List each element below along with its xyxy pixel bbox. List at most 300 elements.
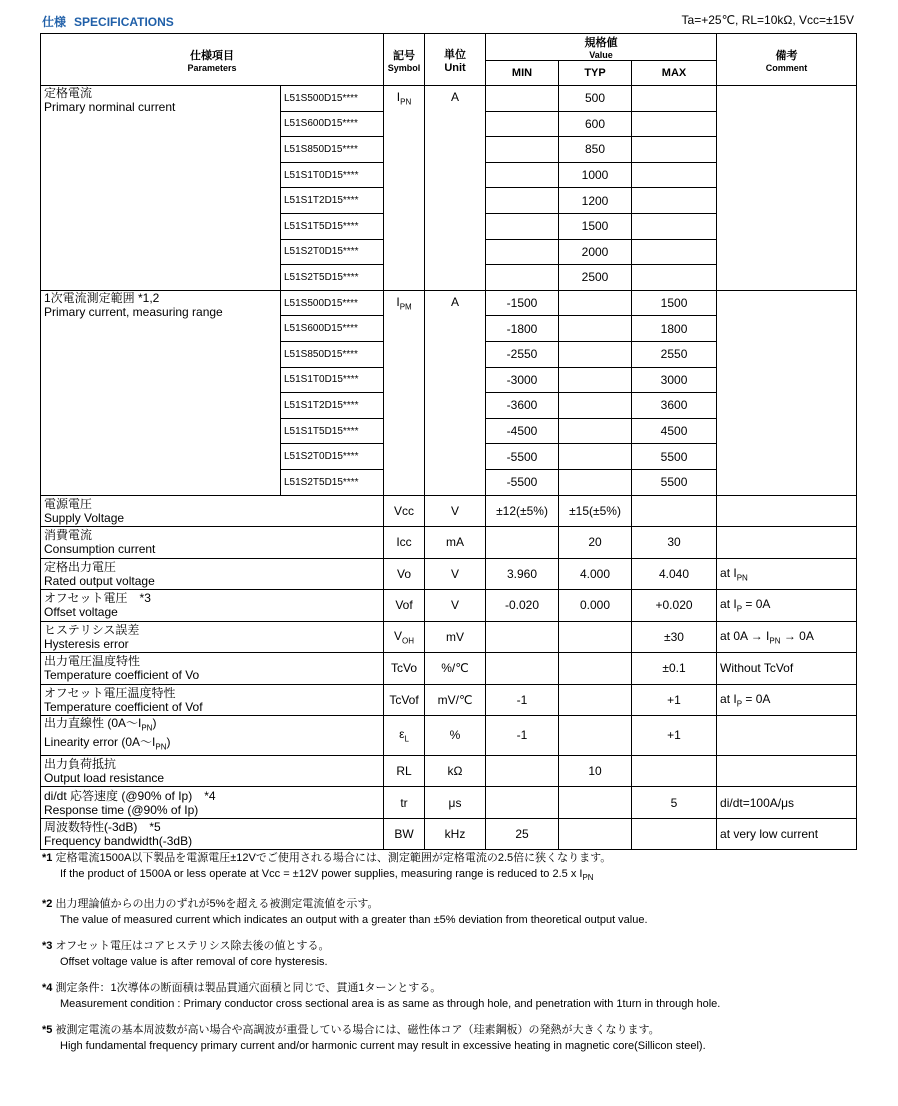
model-cell [281,393,384,419]
footnote-jp-line [42,896,862,912]
value-typ [559,239,632,265]
test-conditions: Ta=+25℃, RL=10kΩ, Vcc=±15V [681,13,854,27]
col-min [486,61,559,86]
footnote-jp-line [42,850,862,866]
rated_current-label-en: Primary norminal current [44,100,176,114]
value-min [486,527,559,559]
param-label [41,590,384,622]
param-en-text: Linearity error (0A～I [44,735,156,750]
value-typ [559,188,632,214]
symbol-value [395,598,412,612]
value-min [486,393,559,419]
param-jp-tail: ) [152,716,157,730]
footnote-jp: オフセット電圧はコアヒステリシス除去後の値とする。 [55,940,330,953]
footnote [42,896,862,928]
param-label [41,621,384,653]
value-max-text: 3000 [660,372,688,387]
col-unit-en: Unit [444,61,466,74]
value-typ-text: 1000 [581,168,609,183]
footnote [42,1022,862,1054]
comment-cell [717,716,857,756]
col-comment-en: Comment [765,62,808,73]
measuring_range-symbol-value-text: I [396,294,400,309]
footnote-en [42,996,862,1012]
value-min-text: -1800 [506,321,538,336]
col-max [632,61,717,86]
model-name: L51S2T0D15**** [284,451,359,463]
symbol-cell [384,558,425,590]
rated_current-symbol-value-text: I [396,90,401,104]
model-name: L51S850D15**** [284,348,358,360]
footnotes [42,850,862,1064]
symbol-value [391,661,417,675]
param-jp: オフセット電圧温度特性 [44,685,176,700]
value-min-text: -3000 [506,372,538,387]
comment-cell [717,527,857,559]
footnote-jp: 被測定電流の基本周波数が高い場合や高調波が重畳している場合には、磁性体コア（珪素鋼板）の発熱が大きくなります。 [55,1024,660,1037]
comment-value [720,796,794,810]
footnote-en-text: High fundamental frequency primary current and/or harmonic current may result in excessive heating in magnetic core(Sillicon steel). [60,1040,706,1053]
param-jp-text: 出力直線性 (0A～I [44,716,142,730]
param-en: Consumption current [44,542,156,557]
col-comment-jp: 備考 [775,49,798,62]
comment-value-sub: P [736,604,743,614]
param-jp-sub: PN [141,723,153,733]
measuring_range-symbol-value [396,294,412,312]
measuring_range-unit [425,290,486,495]
symbol-value-text: Icc [396,535,412,550]
col-param-en: Parameters [187,62,237,73]
model-name: L51S1T2D15**** [284,399,359,411]
value-min [486,716,559,756]
unit-cell [425,527,486,559]
value-max-text: ±0.1 [662,661,686,676]
rated_current-label [41,86,281,291]
value-max [632,162,717,188]
value-max [632,716,717,756]
symbol-value-text: TcVo [391,661,418,676]
value-max [632,418,717,444]
model-name: L51S600D15**** [284,118,358,130]
value-typ [559,316,632,342]
table-row [41,755,857,787]
value-typ [559,213,632,239]
value-max-text: 30 [667,535,681,550]
unit-cell [425,621,486,653]
footnote-en-text: Measurement condition : Primary conductor cross sectional area is as same as through hole, and penetration with 1turn in through hole. [60,998,721,1011]
value-typ-text: 850 [585,142,606,157]
value-max-text: 5500 [660,475,688,490]
footnote-en [42,912,862,928]
symbol-value-sub: OH [402,635,415,645]
comment-cell [717,86,857,291]
model-cell [281,111,384,137]
param-en: Supply Voltage [44,510,125,525]
symbol-value [394,827,413,841]
measuring_range-symbol [384,290,425,495]
symbol-value [394,504,414,518]
model-cell [281,213,384,239]
col-value-en: Value [589,50,613,60]
value-typ [559,558,632,590]
param-jp: ヒステリシス誤差 [44,622,140,637]
footnote [42,938,862,970]
symbol-value-sub: L [404,734,409,744]
unit-cell [425,590,486,622]
value-min [486,787,559,819]
comment-cell [717,495,857,527]
value-max [632,393,717,419]
comment-value-text: at very low current [720,827,819,842]
value-max [632,290,717,316]
value-max-text: 4500 [660,424,688,439]
table-row [41,290,857,316]
value-typ [559,621,632,653]
model-cell [281,290,384,316]
footnote-mark: *5 [42,1024,53,1037]
unit-value: % [449,728,461,743]
symbol-value-text: Vcc [394,503,415,518]
footnote-mark: *2 [42,898,53,911]
model-cell [281,137,384,163]
col-max-label: MAX [661,67,687,79]
value-max-text: ±30 [664,629,684,644]
measuring_range-label-en: Primary current, measuring range [44,304,223,319]
param-label [41,653,384,685]
value-min-text: -0.020 [505,598,540,613]
value-max [632,367,717,393]
col-value [486,34,717,61]
spec-table [40,33,857,850]
comment-value [720,566,748,580]
value-typ [559,590,632,622]
symbol-cell [384,818,425,850]
comment-value-sub: PN [769,635,781,645]
symbol-value [396,535,411,549]
value-max [632,469,717,495]
unit-value: V [451,566,460,581]
value-typ [559,495,632,527]
unit-cell [425,818,486,850]
value-min-text: -1 [516,692,528,707]
value-min [486,213,559,239]
symbol-cell [384,590,425,622]
symbol-cell [384,495,425,527]
value-max [632,213,717,239]
param-en [44,735,380,754]
value-typ [559,755,632,787]
value-min [486,621,559,653]
rated_current-unit [425,86,486,291]
value-min [486,469,559,495]
symbol-cell [384,653,425,685]
value-max [632,444,717,470]
model-cell [281,341,384,367]
model-name: L51S500D15**** [284,92,358,104]
col-typ [559,61,632,86]
symbol-value-text: TcVof [389,692,419,707]
value-typ [559,111,632,137]
symbol-value-text: V [394,628,403,643]
comment-value [720,629,814,643]
comment-cell [717,755,857,787]
col-typ-label: TYP [584,67,606,79]
model-name: L51S2T5D15**** [284,476,359,488]
comment-value [720,597,771,614]
comment-value-text: at I [720,565,737,580]
footnote-jp: 定格電流1500A以下製品を電源電圧±12Vでご使用される場合には、測定範囲が定格電流の2.5倍に狭くなります。 [55,852,612,864]
value-typ [559,393,632,419]
value-max-text: +0.020 [655,598,693,613]
symbol-value-text: Vo [397,566,412,581]
footnote-en [42,866,862,886]
symbol-cell [384,716,425,756]
unit-cell [425,653,486,685]
model-cell [281,188,384,214]
value-min [486,367,559,393]
value-min [486,684,559,716]
value-max-text: 1800 [660,321,688,336]
value-min [486,111,559,137]
unit-value: V [451,503,460,518]
param-label [41,558,384,590]
param-jp: 出力負荷抵抗 [44,757,117,772]
value-min [486,755,559,787]
symbol-value [396,764,411,778]
value-max [632,590,717,622]
unit-value: mV/℃ [437,692,473,707]
value-typ-text: 500 [585,91,606,106]
value-max [632,265,717,291]
param-label [41,755,384,787]
value-typ [559,162,632,188]
symbol-value-text: Vof [395,598,413,613]
footnote-jp: 出力理論値からの出力のずれが5%を超える被測定電流値を示す。 [55,898,379,911]
col-symbol-jp: 記号 [393,49,416,62]
value-typ-text: 1500 [581,219,609,234]
value-typ-text: 20 [588,535,602,550]
comment-value-sub: PN [736,572,748,582]
table-row [41,716,857,756]
value-typ [559,137,632,163]
comment-value-tail: → 0A [780,628,814,643]
value-max-text: 4.040 [659,566,690,581]
table-row [41,590,857,622]
value-min [486,188,559,214]
value-max [632,86,717,112]
unit-value: V [451,598,460,613]
param-jp: オフセット電圧 *3 [44,591,151,606]
comment-cell [717,590,857,622]
col-symbol [384,34,425,86]
symbol-cell [384,787,425,819]
measuring_range-unit-value: A [451,294,460,309]
value-min-text: -2550 [506,347,538,362]
param-label [41,495,384,527]
unit-cell [425,787,486,819]
value-max-text: 5 [670,795,678,810]
model-cell [281,418,384,444]
value-max [632,621,717,653]
footnote-en-sub: PN [582,873,594,883]
comment-value [720,692,770,706]
comment-value-text: at I [720,597,737,612]
comment-value-tail: = 0A [742,597,771,612]
model-cell [281,444,384,470]
value-max [632,316,717,342]
value-min [486,290,559,316]
unit-cell [425,558,486,590]
value-typ [559,787,632,819]
section-title-jp: 仕様 [42,15,67,29]
value-min-text: 25 [515,827,529,842]
param-jp: di/dt 応答速度 (@90% of Ip) *4 [44,788,216,803]
model-name: L51S2T5D15**** [284,271,359,283]
model-name: L51S600D15**** [284,323,358,335]
comment-value [720,661,793,675]
value-typ [559,290,632,316]
param-en: Temperature coefficient of Vo [44,668,200,683]
symbol-value [400,796,407,810]
value-min-text: -1500 [506,296,538,311]
table-row [41,495,857,527]
model-name: L51S1T2D15**** [284,195,359,207]
comment-value-text: at I [720,691,737,706]
value-max [632,653,717,685]
param-label [41,527,384,559]
param-label [41,787,384,819]
unit-value: kΩ [447,764,463,779]
value-min [486,653,559,685]
value-min [486,818,559,850]
value-typ-text: 600 [585,116,606,131]
footnote-en-text: Offset voltage value is after removal of core hysteresis. [60,956,328,969]
param-label [41,716,384,756]
value-min [486,239,559,265]
unit-value: kHz [444,827,466,842]
symbol-value-text: RL [396,764,412,779]
rated_current-symbol-value [396,90,412,107]
col-min-label: MIN [511,67,533,79]
comment-value [720,827,818,841]
comment-value-text: di/dt=100A/μs [720,795,794,810]
comment-value-text: at 0A → I [720,628,770,643]
table-row [41,787,857,819]
symbol-cell [384,684,425,716]
value-max [632,188,717,214]
col-comment [717,34,857,86]
table-row [41,653,857,685]
param-jp [44,716,380,735]
value-min [486,495,559,527]
value-min [486,590,559,622]
model-cell [281,469,384,495]
model-cell [281,162,384,188]
model-name: L51S1T0D15**** [284,374,359,386]
symbol-value-text: tr [400,795,408,810]
value-max [632,111,717,137]
value-typ [559,653,632,685]
footnote-jp-line [42,1022,862,1038]
footnote-mark: *1 [42,852,53,864]
value-min-text: -4500 [506,424,538,439]
value-max [632,558,717,590]
value-typ-text: ±15(±5%) [569,503,621,518]
comment-cell [717,787,857,819]
value-max-text: 5500 [660,449,688,464]
value-min [486,86,559,112]
param-jp: 定格出力電圧 [44,559,117,574]
value-max [632,239,717,265]
value-max-text: 1500 [660,296,688,311]
value-min [486,265,559,291]
param-jp: 消費電流 [44,528,93,543]
param-en-sub: PN [155,742,167,752]
unit-value: %/℃ [441,661,469,676]
col-value-jp: 規格値 [584,37,618,49]
value-typ [559,367,632,393]
footnote [42,980,862,1012]
value-typ [559,527,632,559]
col-parameters [41,34,384,86]
unit-cell [425,755,486,787]
value-min-text: -1 [516,728,528,743]
value-typ-text: 2000 [581,244,609,259]
comment-value-text: Without TcVof [720,661,794,676]
rated_current-symbol [384,86,425,291]
comment-cell [717,684,857,716]
footnote [42,850,862,886]
value-min-text: ±12(±5%) [496,503,548,518]
param-jp: 周波数特性(-3dB) *5 [44,820,161,835]
section-title [42,13,174,30]
model-cell [281,367,384,393]
value-max-text: +1 [667,692,681,707]
param-en: Offset voltage [44,605,118,620]
value-max [632,818,717,850]
symbol-cell [384,755,425,787]
value-typ-text: 10 [588,764,602,779]
value-typ [559,86,632,112]
param-en: Hysteresis error [44,636,129,651]
model-name: L51S1T5D15**** [284,425,359,437]
value-typ [559,265,632,291]
table-row [41,558,857,590]
value-typ-text: 1200 [581,193,609,208]
col-symbol-en: Symbol [387,62,421,73]
rated_current-symbol-value-sub: PN [400,97,412,107]
param-en: Temperature coefficient of Vof [44,699,203,714]
rated_current-unit-value: A [451,90,460,104]
param-label [41,818,384,850]
footnote-en [42,954,862,970]
param-en: Frequency bandwidth(-3dB) [44,834,193,849]
comment-cell [717,290,857,495]
value-max-text: 2550 [660,347,688,362]
symbol-value-text: ε [399,727,405,742]
symbol-value [397,567,411,581]
value-max [632,527,717,559]
value-max [632,787,717,819]
value-min [486,341,559,367]
value-typ-text: 4.000 [580,566,611,581]
table-row [41,86,857,112]
param-en-tail: ) [166,735,171,750]
unit-value: mA [446,535,465,550]
table-row [41,818,857,850]
measuring_range-symbol-value-sub: PM [399,302,412,312]
col-unit-jp: 単位 [444,48,467,61]
